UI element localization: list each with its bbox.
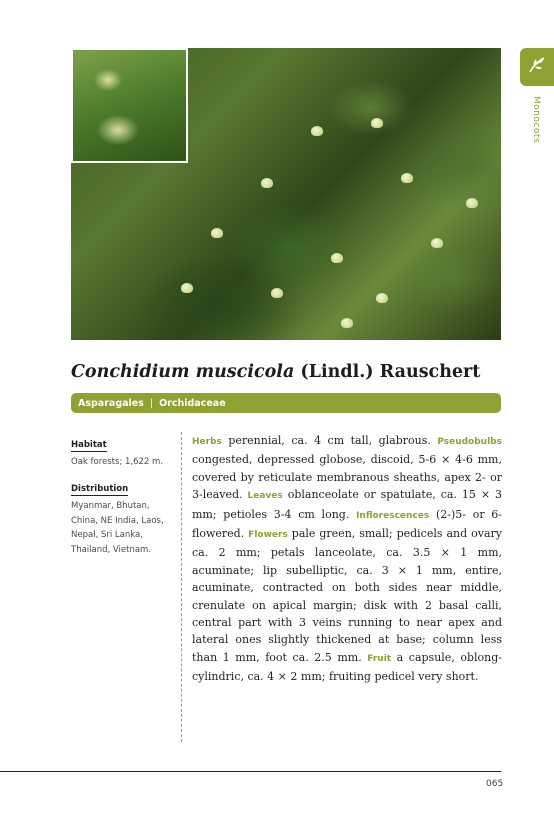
flower-mark <box>211 228 223 238</box>
flower-mark <box>371 118 383 128</box>
section-label: Monocots <box>531 96 541 144</box>
flower-mark <box>271 288 283 298</box>
classification-separator: | <box>149 397 154 409</box>
habitat-heading: Habitat <box>71 440 107 450</box>
habitat-block <box>71 432 176 470</box>
description-segment: congested, depressed globose, discoid, 5-6 × 4-6 mm, covered by reticulate membranous sheaths, apex 2- or 3-leaved. <box>192 453 502 502</box>
flower-mark <box>466 198 478 208</box>
description-text <box>192 432 502 686</box>
species-authority: (Lindl.) Rauschert <box>300 362 481 382</box>
footer-rule <box>0 771 501 772</box>
description-segment: perennial, ca. 4 cm tall, glabrous. <box>228 434 431 447</box>
order-label: Asparagales <box>78 397 144 409</box>
distribution-heading: Distribution <box>71 484 129 494</box>
family-label: Orchidaceae <box>159 397 226 409</box>
flower-mark <box>431 238 443 248</box>
distribution-block <box>71 476 176 557</box>
flower-mark <box>311 126 323 136</box>
flower-mark <box>341 318 353 328</box>
classification-band <box>71 393 501 413</box>
habitat-text: Oak forests; 1,622 m. <box>71 457 164 467</box>
description-keyword: Leaves <box>247 491 283 502</box>
flower-mark <box>331 253 343 263</box>
description-keyword: Herbs <box>192 437 222 447</box>
flower-mark <box>261 178 273 188</box>
description-segment: oblanceolate or spatulate, ca. 15 × 3 mm; petioles 3-4 cm long. <box>192 488 502 521</box>
leaf-icon <box>527 55 547 79</box>
species-name: Conchidium muscicola <box>71 362 295 382</box>
description-keyword: Flowers <box>248 530 288 541</box>
description-keyword: Pseudobulbs <box>437 437 502 447</box>
species-title <box>71 362 480 382</box>
description-segment: pale green, small; pedicels and ovary ca. 2 mm; petals lanceolate, ca. 3.5 × 1 mm, acuminate; lip subelliptic, ca. 3 × 1 mm, entire, acuminate, contracted on both sides near middle, crenulate on apical margin; disk with 2 basal calli, central part with 3 veins running to near apex and lateral ones slightly thickened at base; column less than 1 mm, foot ca. 2.5 mm. <box>192 527 502 664</box>
description-segment: a capsule, oblong-cylindric, ca. 4 × 2 mm; fruiting pedicel very short. <box>192 650 503 684</box>
distribution-text: Myanmar, Bhutan, China, NE India, Laos, Nepal, Sri Lanka, Thailand, Vietnam. <box>71 501 164 555</box>
inset-photo <box>71 48 188 163</box>
flower-mark <box>376 293 388 303</box>
flower-mark <box>181 283 193 293</box>
flower-mark <box>401 173 413 183</box>
description-keyword: Inflorescences <box>356 510 430 521</box>
page-number: 065 <box>486 779 504 789</box>
description-keyword: Fruit <box>367 653 392 664</box>
description-segment: (2-)5- or 6-flowered. <box>192 507 503 541</box>
column-divider <box>181 432 182 742</box>
section-tab <box>520 48 554 86</box>
